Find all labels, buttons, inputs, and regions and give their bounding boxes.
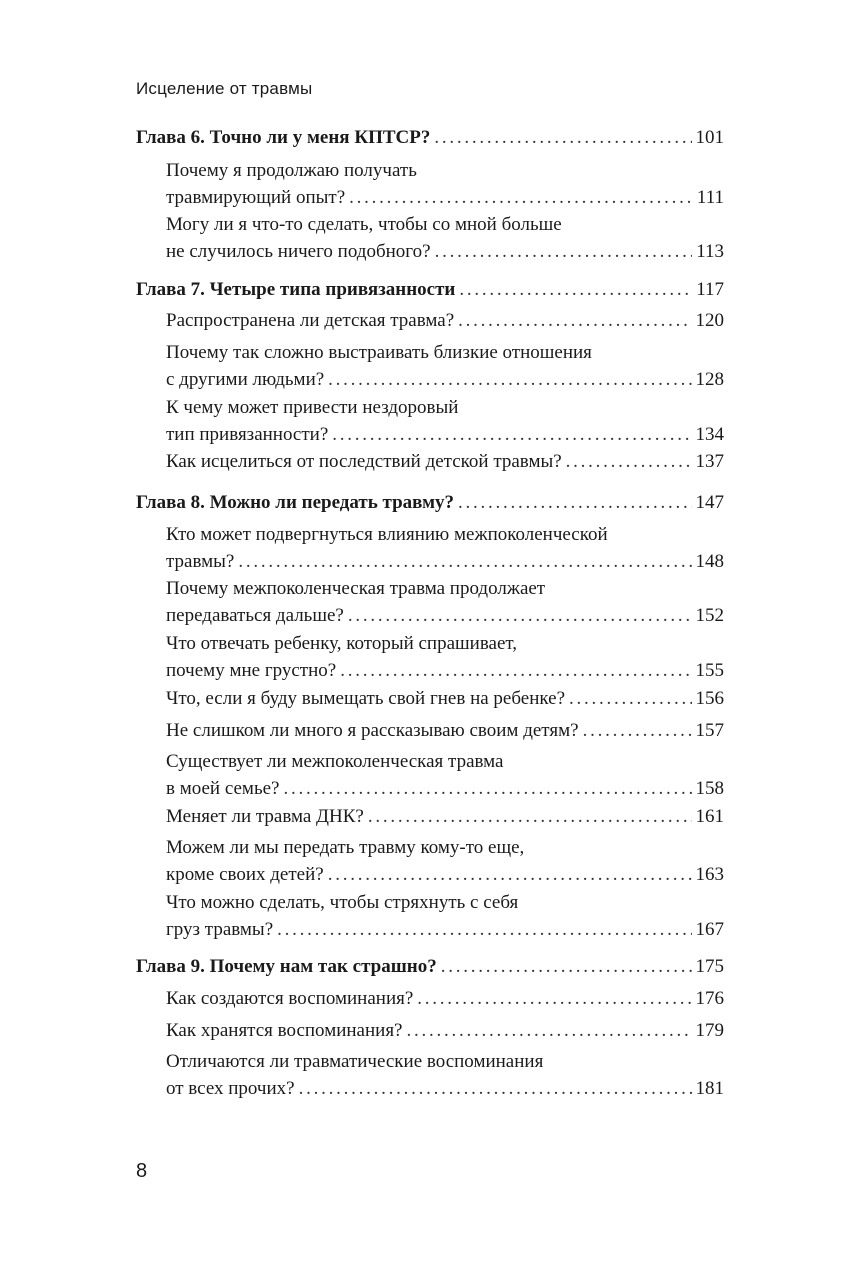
toc-title-line: Могу ли я что-то сделать, чтобы со мной больше xyxy=(166,214,562,235)
toc-title-line: Глава 7. Четыре типа привязанности xyxy=(136,279,456,300)
toc-item-entry xyxy=(166,394,724,448)
toc-page-number: 156 xyxy=(695,688,724,709)
toc-row xyxy=(166,916,724,943)
dot-leader xyxy=(435,238,693,265)
toc-item-entry xyxy=(166,630,724,684)
toc-page-number: 175 xyxy=(695,956,724,977)
dot-leader xyxy=(238,548,691,575)
toc-title-line: травмирующий опыт? xyxy=(166,187,346,208)
toc-title-line: тип привязанности? xyxy=(166,424,329,445)
toc-row xyxy=(136,276,724,303)
toc-page-number: 113 xyxy=(696,241,724,262)
toc-page-number: 152 xyxy=(695,605,724,626)
toc-row xyxy=(166,1075,724,1102)
toc-title-line: Глава 9. Почему нам так страшно? xyxy=(136,956,437,977)
toc-item-entry xyxy=(166,448,724,475)
page-number: 8 xyxy=(136,1160,148,1182)
toc-row xyxy=(166,985,724,1012)
toc-page-number: 128 xyxy=(695,369,724,390)
toc-item-entry xyxy=(166,685,724,712)
toc-page-number: 167 xyxy=(695,919,724,940)
toc-row xyxy=(166,448,724,475)
toc-title-line: Глава 6. Точно ли у меня КПТСР? xyxy=(136,127,431,148)
toc-title-line: Отличаются ли травматические воспоминания xyxy=(166,1051,544,1072)
toc-title-line: груз травмы? xyxy=(166,919,274,940)
dot-leader xyxy=(348,602,692,629)
dot-leader xyxy=(441,953,692,980)
toc-row xyxy=(166,548,724,575)
dot-leader xyxy=(368,803,692,830)
dot-leader xyxy=(332,421,691,448)
toc-page-number: 101 xyxy=(695,127,724,148)
toc-chapter-entry xyxy=(136,124,724,151)
toc-item-entry xyxy=(166,157,724,211)
toc-title-line: Существует ли межпоколенческая травма xyxy=(166,751,504,772)
toc-page-number: 161 xyxy=(695,806,724,827)
toc-item-entry xyxy=(166,834,724,888)
dot-leader xyxy=(458,307,691,334)
toc-chapter-entry xyxy=(136,489,724,516)
toc-title-line: Как хранятся воспоминания? xyxy=(166,1020,403,1041)
toc-page-number: 147 xyxy=(695,492,724,513)
toc-row xyxy=(136,953,724,980)
dot-leader xyxy=(583,717,692,744)
toc-page-number: 158 xyxy=(695,778,724,799)
toc-row xyxy=(166,184,724,211)
dot-leader xyxy=(277,916,691,943)
toc-row xyxy=(136,124,724,151)
toc-title-line: Как исцелиться от последствий детской травмы? xyxy=(166,451,562,472)
toc-row xyxy=(166,803,724,830)
dot-leader xyxy=(569,685,691,712)
toc-page-number: 157 xyxy=(695,720,724,741)
toc-page-number: 111 xyxy=(696,187,724,208)
toc-title-line: Что можно сделать, чтобы стряхнуть с себя xyxy=(166,892,519,913)
toc-title-line: Почему межпоколенческая травма продолжает xyxy=(166,578,546,599)
toc-title-line: К чему может привести нездоровый xyxy=(166,397,459,418)
toc-title-line: Что, если я буду вымещать свой гнев на ребенке? xyxy=(166,688,566,709)
toc-title-line: кроме своих детей? xyxy=(166,864,324,885)
dot-leader xyxy=(566,448,692,475)
toc-row xyxy=(166,1017,724,1044)
toc-item-entry xyxy=(166,748,724,802)
dot-leader xyxy=(458,489,691,516)
toc-page-number: 179 xyxy=(695,1020,724,1041)
dot-leader xyxy=(299,1075,692,1102)
dot-leader xyxy=(283,775,691,802)
toc-item-entry xyxy=(166,803,724,830)
toc-item-entry xyxy=(166,1048,724,1102)
toc-page-number: 176 xyxy=(695,988,724,1009)
toc-title-line: от всех прочих? xyxy=(166,1078,295,1099)
toc-item-entry xyxy=(166,717,724,744)
toc-item-entry xyxy=(166,985,724,1012)
toc-title-line: почему мне грустно? xyxy=(166,660,337,681)
toc-title-line: Кто может подвергнуться влиянию межпоколенческой xyxy=(166,524,608,545)
toc-title-line: в моей семье? xyxy=(166,778,280,799)
toc-page-number: 163 xyxy=(695,864,724,885)
toc-title-line: Почему так сложно выстраивать близкие отношения xyxy=(166,342,592,363)
dot-leader xyxy=(349,184,693,211)
toc-title-line: Меняет ли травма ДНК? xyxy=(166,806,364,827)
toc-row xyxy=(166,421,724,448)
toc-title-line: с другими людьми? xyxy=(166,369,325,390)
dot-leader xyxy=(417,985,691,1012)
toc-title-line: Глава 8. Можно ли передать травму? xyxy=(136,492,455,513)
toc-row xyxy=(166,657,724,684)
toc-title-line: передаваться дальше? xyxy=(166,605,344,626)
dot-leader xyxy=(434,124,691,151)
toc-page-number: 181 xyxy=(695,1078,724,1099)
toc-chapter-entry xyxy=(136,276,724,303)
toc-item-entry xyxy=(166,521,724,575)
toc-page-number: 117 xyxy=(696,279,724,300)
toc-row xyxy=(166,307,724,334)
toc-row xyxy=(166,861,724,888)
toc-title-line: не случилось ничего подобного? xyxy=(166,241,431,262)
toc-title-line: Можем ли мы передать травму кому-то еще, xyxy=(166,837,525,858)
toc-item-entry xyxy=(166,307,724,334)
toc-title-line: Не слишком ли много я рассказываю своим детям? xyxy=(166,720,579,741)
toc-title-line: Что отвечать ребенку, который спрашивает, xyxy=(166,633,518,654)
toc-page-number: 134 xyxy=(695,424,724,445)
toc-item-entry xyxy=(166,575,724,629)
toc-row xyxy=(166,775,724,802)
toc-chapter-entry xyxy=(136,953,724,980)
toc-row xyxy=(166,602,724,629)
dot-leader xyxy=(340,657,691,684)
toc-row xyxy=(136,489,724,516)
toc-row xyxy=(166,685,724,712)
running-head: Исцеление от травмы xyxy=(136,79,313,98)
toc-item-entry xyxy=(166,211,724,265)
dot-leader xyxy=(328,366,691,393)
toc-row xyxy=(166,717,724,744)
toc-item-entry xyxy=(166,1017,724,1044)
toc-page-number: 137 xyxy=(695,451,724,472)
toc-title-line: травмы? xyxy=(166,551,235,572)
toc-title-line: Как создаются воспоминания? xyxy=(166,988,414,1009)
dot-leader xyxy=(328,861,692,888)
toc-row xyxy=(166,238,724,265)
toc-row xyxy=(166,366,724,393)
toc-title-line: Почему я продолжаю получать xyxy=(166,160,417,181)
toc-page-number: 120 xyxy=(695,310,724,331)
dot-leader xyxy=(407,1017,692,1044)
toc-page-number: 148 xyxy=(695,551,724,572)
toc-title-line: Распространена ли детская травма? xyxy=(166,310,455,331)
dot-leader xyxy=(459,276,692,303)
toc-item-entry xyxy=(166,889,724,943)
toc-page-number: 155 xyxy=(695,660,724,681)
toc-item-entry xyxy=(166,339,724,393)
